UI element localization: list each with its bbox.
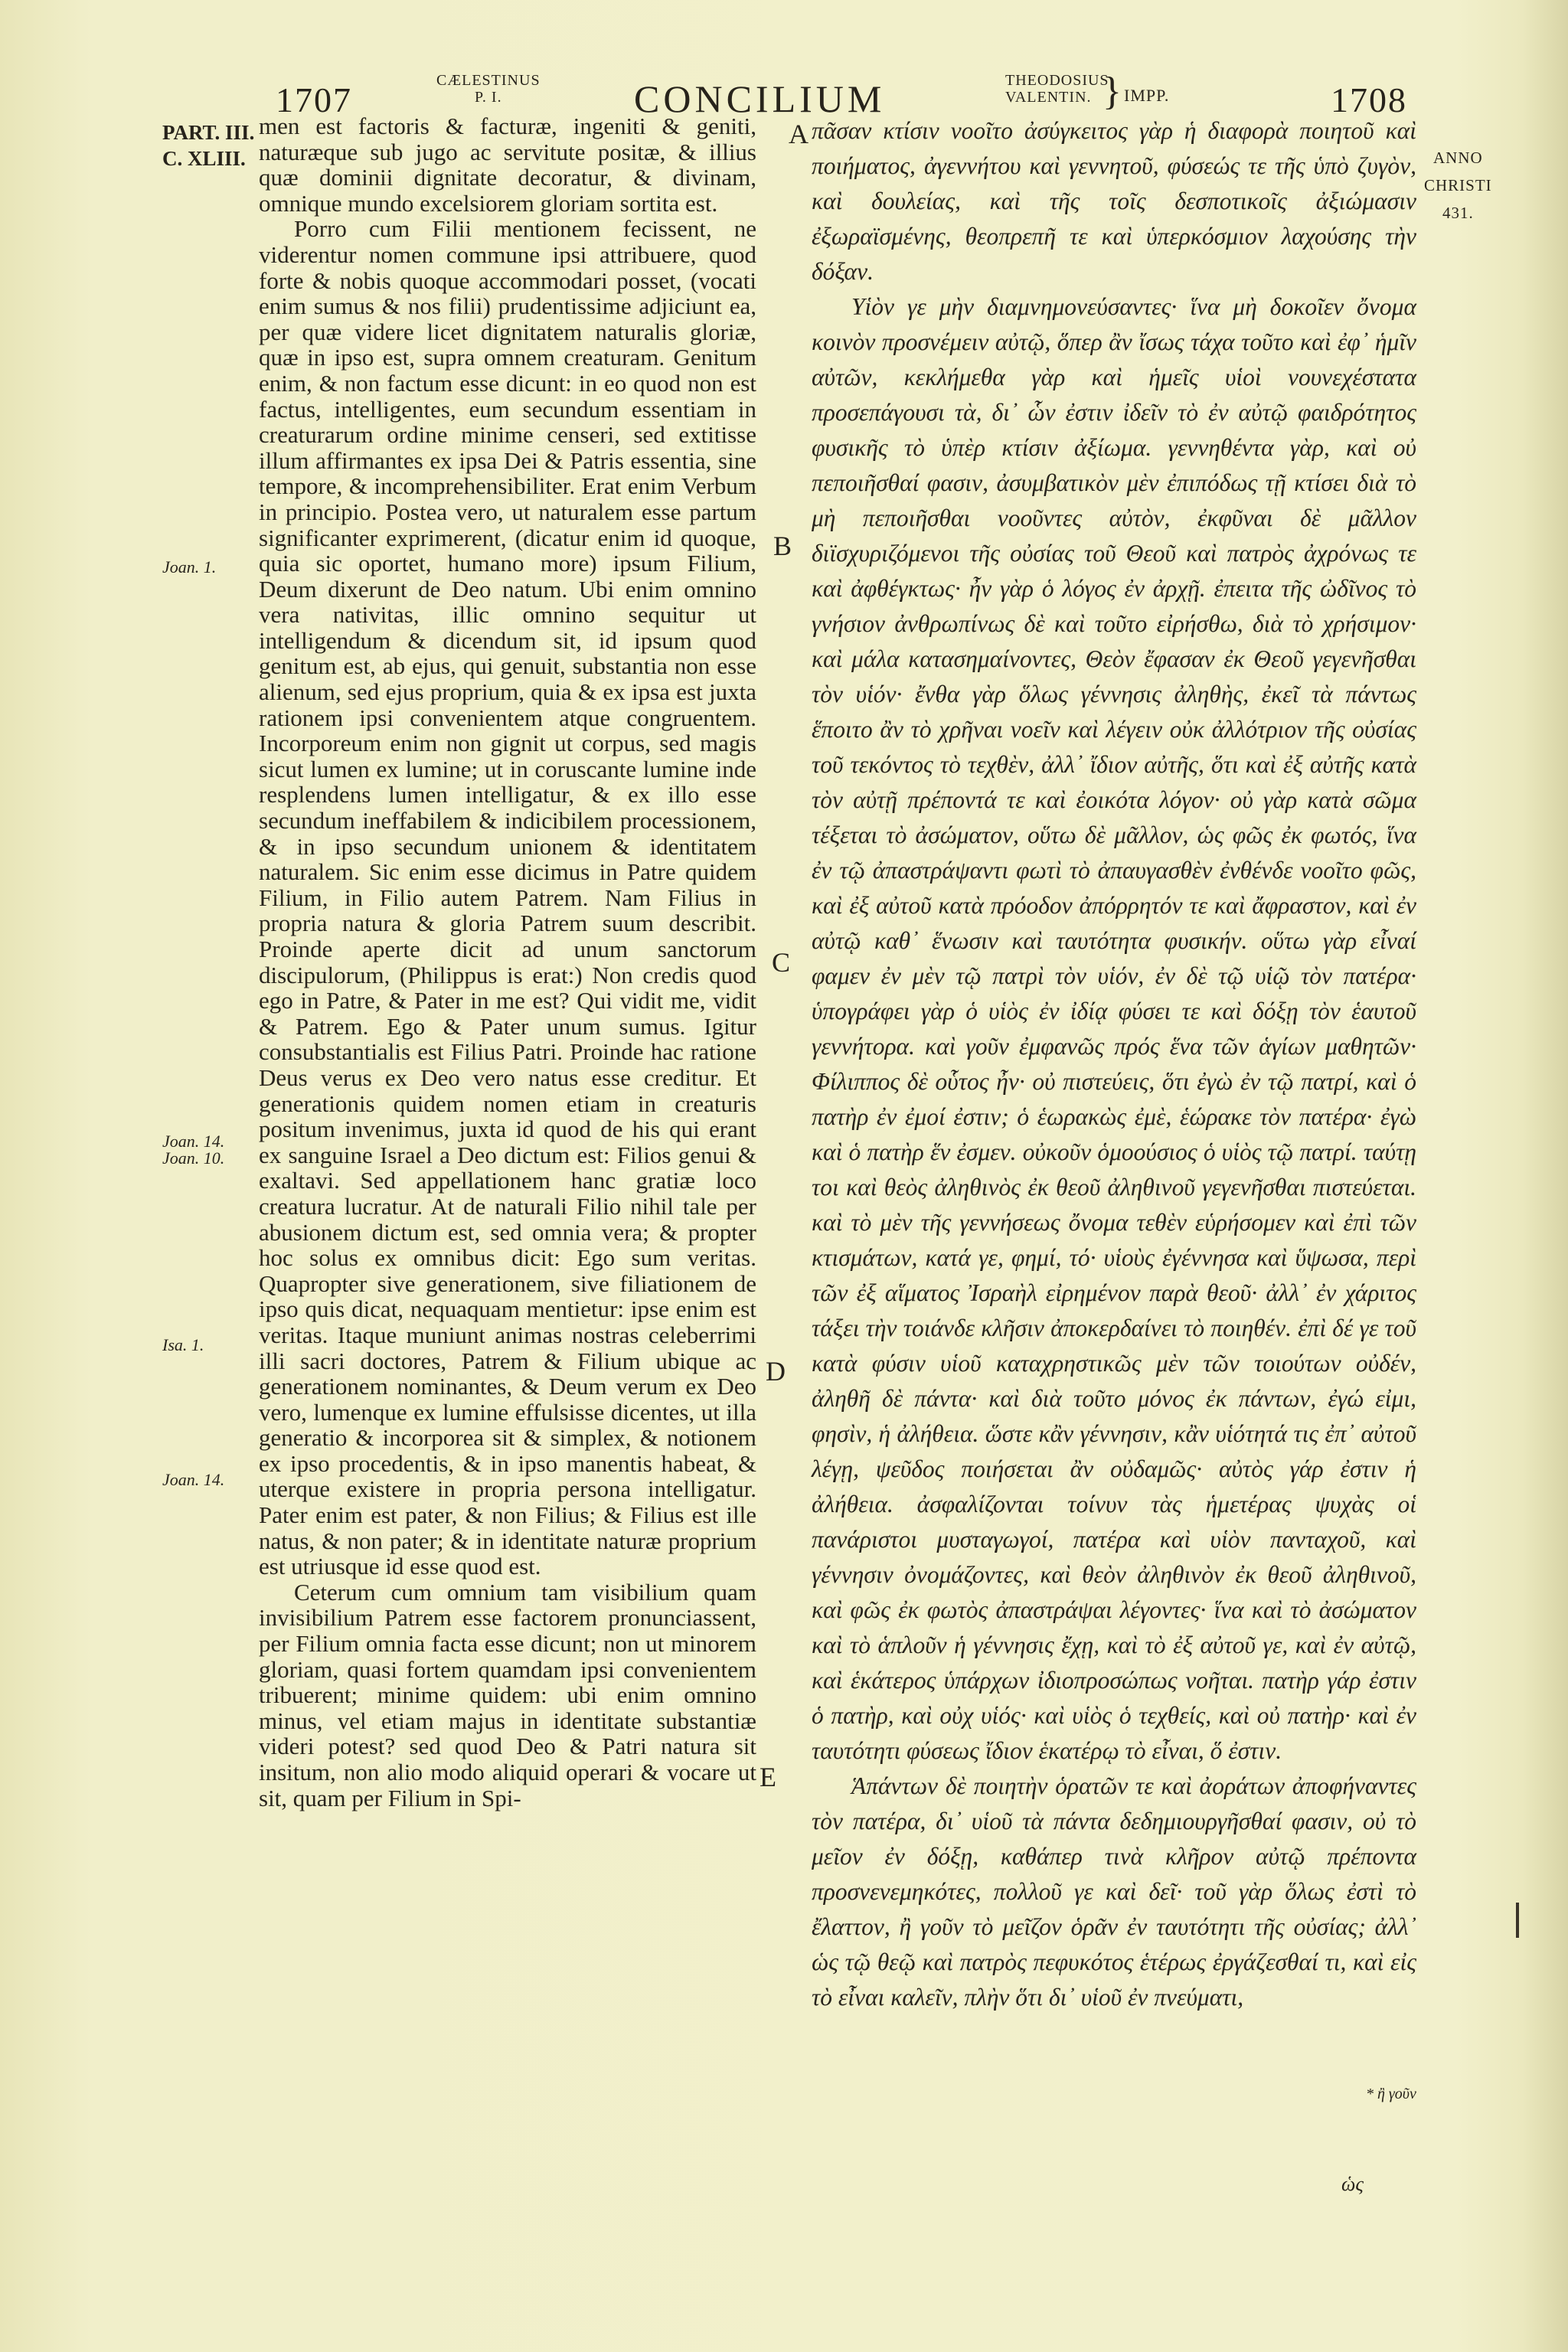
latin-paragraph: Porro cum Filii mentionem fecissent, ne viderentur nomen commune ipsi attribuere, quod forte & nobis quoque accommodari posset, (vocati enim sumus & nos filii) prudentissime adjiciunt ea, per quæ videre licet dignitatem naturalis gloriæ, quæ in ipso est, supra omnem creaturam. Genitum enim, & non factum esse dicunt: in eo quod non est factus, intelligentes, eum secundum essentiam in creaturarum ordine minime censeri, sed extitisse illum affirmantes ex ipsa Dei & Patris essentia, sine tempore, & incomprehensibiliter. Erat enim Verbum in principio. Postea vero, ut naturalem esse partum significanter exprimerent, (dicatur enim id quoque, quia sic oportet, humano more) ipsum Filium, Deum dixerunt de Deo natum. Ubi enim omnino vera nativitas, illic omnino sequitur ut intelligendum & dicendum sit, id ipsum quod genitum est, ab ejus, qui genuit, substantia non esse alienum, sed ejus proprium, quia & ex ipsa est juxta rationem ipsi convenientem atque congruentem. Incorporeum enim non gignit ut corpus, sed magis sicut lumen ex lumine; ut in coruscante lumine inde resplendens lumen intelligatur, & ex illo esse secundum ineffabilem & indicibilem processionem, & in ipso secundum unionem & identitatem naturalem. Sic enim esse dicimus in Patre quidem Filium, in Filio autem Patrem. Nam Filius in propria natura & gloria Patrem suum describit. Proinde aperte dicit ad unum sanctorum discipulorum, (Philippus is erat:) Non credis quod ego in Patre, & Pater in me est? Qui vidit me, vidit & Patrem. Ego & Pater unum sumus. Igitur consubstantialis est Filius Patri. Proinde hac ratione Deus verus ex Deo vero natus esse creditur. Et generationis quidem nomen etiam in creaturis positum invenimus, juxta id quod de his qui erant ex sanguine Israel a Deo dictum est: Filios genui & exaltavi. Sed appellationem hanc gratiæ loco creatura lucratur. At de naturali Filio nihil tale per abusionem dictum est, sed omnia vera; & propter hoc solus ex omnibus dicit: Ego sum veritas. Quapropter sive generationem, sive filiationem de ipso quis dicat, nequaquam mentietur: ipse enim est veritas. Itaque muniunt animas nostras celeberrimi illi sacri doctores, Patrem & Filium ubique ac generationem nominantes, & Deum verum ex Deo vero, lumenque ex lumine effulsisse dicentes, ut illa generatio & incorporea sit & simplex, & notionem ex ipso procedentis, & in ipso manentis habeat, & uterque existere in propria persona intelligatur. Pater enim est pater, & non Filius; & Filius est ille natus, & non pater; & in identitate naturæ proprium est utriusque id esse quod est. bbox=[259, 215, 756, 1580]
edge-mark bbox=[1516, 1903, 1519, 1938]
impp-label: IMPP. bbox=[1124, 86, 1170, 105]
center-running-title: CONCILIUM bbox=[634, 77, 886, 120]
right-running-title bbox=[1005, 72, 1109, 106]
part-label: PART. III. bbox=[162, 121, 255, 144]
greek-paragraph: Υἱὸν γε μὴν διαμνημονεύσαντες· ἵνα μὴ δοκοῖεν ὄνομα κοινὸν προσνέμειν αὐτῷ, ὅπερ ἂν ἴσως τάχα τοῦτο καὶ ἐφ᾽ ἡμῖν αὐτῶν, κεκλήμεθα γὰρ καὶ ἡμεῖς υἱοὶ νουνεχέστατα προσεπάγουσι τὰ, δι᾽ ὧν ἐστιν ἰδεῖν τὸ ἐν αὐτῷ φαιδρότητος φυσικῆς τὸ ὑπὲρ κτίσιν ἀξίωμα. γεννηθέντα γὰρ, καὶ οὐ πεποιῆσθαί φασιν, ἀσυμβατικὸν μὲν ἐπιπόδως τῇ κτίσει διὰ τὸ μὴ πεποιῆσθαι νοοῦντες αὐτὸν, ἐκφῦναι δὲ μᾶλλον διϊσχυριζόμενοι τῆς οὐσίας τοῦ Θεοῦ καὶ πατρὸς ἀχρόνως τε καὶ ἀφθέγκτως· ἦν γὰρ ὁ λόγος ἐν ἀρχῇ. ἐπειτα τῆς ὠδῖνος τὸ γνήσιον ἀνθρωπίνως δὲ καὶ τοῦτο εἰρήσθω, διὰ τὸ χρήσιμον· καὶ μάλα κατασημαίνοντες, Θεὸν ἔφασαν ἐκ Θεοῦ γεγενῆσθαι τὸν υἱόν· ἔνθα γὰρ ὅλως γέννησις ἀληθὴς, ἐκεῖ τὰ πάντως ἕποιτο ἂν τὸ χρῆναι νοεῖν καὶ λέγειν οὐκ ἀλλότριον τῆς οὐσίας τοῦ τεκόντος τὸ τεχθὲν, ἀλλ᾽ ἴδιον αὐτῆς, ὅτι καὶ ἐξ αὐτῆς κατὰ τὸν αὐτῇ πρέποντά τε καὶ ἐοικότα λόγον· οὐ γὰρ κατὰ σῶμα τέξεται τὸ ἀσώματον, οὕτω δὲ μᾶλλον, ὡς φῶς ἐκ φωτός, ἵνα ἐν τῷ ἀπαστράψαντι φωτὶ τὸ ἀπαυγασθὲν ἐνθένδε νοοῖτο φῶς, καὶ ἐξ αὐτοῦ κατὰ πρόοδον ἀπόρρητόν τε καὶ ἄφραστον, καὶ ἐν αὐτῷ καθ᾽ ἕνωσιν καὶ ταυτότητα φυσικήν. οὕτω γὰρ εἶναί φαμεν ἐν μὲν τῷ πατρὶ τὸν υἱόν, ἐν δὲ τῷ υἱῷ τὸν πατέρα· ὑπογράφει γὰρ ὁ υἱὸς ἐν ἰδίᾳ φύσει τε καὶ δόξῃ τὸν ἑαυτοῦ γεννήτορα. καὶ γοῦν ἐμφανῶς πρός ἕνα τῶν ἁγίων μαθητῶν· Φίλιππος δὲ οὗτος ἦν· οὐ πιστεύεις, ὅτι ἐγὼ ἐν τῷ πατρί, καὶ ὁ πατὴρ ἐν ἐμοί ἐστιν; ὁ ἑωρακὼς ἐμὲ, ἑώρακε τὸν πατέρα· ἐγὼ καὶ ὁ πατὴρ ἕν ἐσμεν. οὐκοῦν ὁμοούσιος ὁ υἱὸς τῷ πατρί. ταύτῃ τοι καὶ θεὸς ἀληθινὸς ἐκ θεοῦ ἀληθινοῦ γεγενῆσθαι πιστεύεται. καὶ τὸ μὲν τῆς γεννήσεως ὄνομα τεθὲν εὑρήσομεν καὶ ἐπὶ τῶν κτισμάτων, κατά γε, φημί, τό· υἱοὺς ἐγέννησα καὶ ὕψωσα, περὶ τῶν ἐξ αἵματος Ἰσραὴλ εἰρημένον παρὰ θεοῦ· ἀλλ᾽ ἐν χάριτος τάξει τὴν τοιάνδε κλῆσιν ἀποκερδαίνει τὸ ποιηθέν. ἐπὶ δέ γε τοῦ κατὰ φύσιν υἱοῦ καταχρηστικῶς μὲν τῶν τοιούτων οὐδέν, ἀληθῆ δὲ πάντα· καὶ διὰ τοῦτο μόνος ἐκ πάντων, ἐγώ εἰμι, φησὶν, ἡ ἀλήθεια. ὥστε κἂν γέννησιν, κἂν υἱότητά τις ἐπ᾽ αὐτοῦ λέγῃ, ψεῦδος ποιήσεται ἂν οὐδαμῶς· αὐτὸς γάρ ἐστιν ἡ ἀλήθεια. ἀσφαλίζονται τοίνυν τὰς ἡμετέρας ψυχὰς οἱ πανάριστοι μυσταγωγοί, πατέρα καὶ υἱὸν πανταχοῦ, καὶ γέννησιν ὀνομάζοντες, καὶ θεὸν ἀληθινὸν ἐκ θεοῦ ἀληθινοῦ, καὶ φῶς ἐκ φωτὸς ἀπαστράψαι λέγοντες· ἵνα καὶ τὸ ἀσώματον καὶ τὸ ἁπλοῦν ἡ γέννησις ἔχῃ, καὶ τὸ ἐξ αὐτοῦ γε, καὶ ἐν αὐτῷ, καὶ ἑκάτερος ὑπάρχων ἰδιοπροσώπως νοῆται. πατὴρ γάρ ἐστιν ὁ πατὴρ, καὶ οὐχ υἱός· καὶ υἱὸς ὁ τεχθείς, καὶ οὐ πατὴρ· καὶ ἐν ταυτότητι φύσεως ἴδιον ἑκατέρῳ τὸ εἶναι, ὅ ἐστιν. bbox=[812, 293, 1416, 1764]
page-number-right: 1708 bbox=[1331, 80, 1407, 119]
page-edge-shadow bbox=[1522, 0, 1568, 2352]
anno-label: ANNO bbox=[1433, 149, 1483, 167]
section-letter-b: B bbox=[773, 531, 792, 561]
greek-paragraph: πᾶσαν κτίσιν νοοῖτο ἀσύγκειτος γὰρ ἡ διαφορὰ ποιητοῦ καὶ ποιήματος, ἀγεννήτου καὶ γεννητοῦ, φύσεώς τε τῆς ὑπὸ ζυγὸν, καὶ δουλείας, καὶ τῆς τοῖς δεσποτικοῖς ἀξιώμασιν ἐξωραϊσμένης, θεοπρεπῆ τε καὶ ὑπερκόσμιον λαχούσης τὴν δόξαν. bbox=[812, 117, 1416, 285]
greek-paragraph: Ἁπάντων δὲ ποιητὴν ὁρατῶν τε καὶ ἀοράτων ἀποφήναντες τὸν πατέρα, δι᾽ υἱοῦ τὰ πάντα δεδημιουργῆσθαί φασιν, οὐ τὸ μεῖον ἐν δόξῃ, καθάπερ τινὰ κλῆρον αὐτῷ πρέποντα προσνενεμηκότες, πολλοῦ γε καὶ δεῖ· τοῦ γὰρ ὅλως ἐστὶ τὸ ἔλαττον, ἢ γοῦν τὸ μεῖζον ὁρᾶν ἐν ταυτότητι τῆς οὐσίας; ἀλλ᾽ ὡς τῷ θεῷ καὶ πατρὸς πεφυκότος ἑτέρως ἐργάζεσθαί τι, καὶ εἰς τὸ εἶναι καλεῖν, πλὴν ὅτι δι᾽ υἱοῦ ἐν πνεύματι, bbox=[812, 1772, 1416, 2011]
variant-note: * ἢ γοῦν bbox=[1366, 2086, 1416, 2102]
latin-column bbox=[259, 113, 756, 1811]
chapter-label: C. XLIII. bbox=[162, 147, 246, 170]
left-running-title-line2: P. I. bbox=[475, 89, 502, 106]
section-letter-d: D bbox=[766, 1356, 786, 1387]
section-letter-e: E bbox=[760, 1762, 776, 1792]
year-label: 431. bbox=[1442, 204, 1474, 222]
latin-paragraph: men est factoris & facturæ, ingeniti & geniti, naturæque sub jugo ac servitute positæ, & illius quæ dominii dignitate decoratur, & divinam, omnique mundo excelsiorem gloriam sortita est. bbox=[259, 113, 756, 217]
section-letter-a: A bbox=[789, 119, 808, 149]
right-running-title-line1: THEODOSIUS bbox=[1005, 72, 1109, 89]
margin-note-scripture: Joan. 14. bbox=[162, 1132, 225, 1151]
anno-christi-marker bbox=[1424, 144, 1492, 227]
greek-column bbox=[812, 113, 1416, 2015]
catchword: ὡς bbox=[1341, 2173, 1364, 2195]
margin-note-scripture: Isa. 1. bbox=[162, 1335, 204, 1354]
page-number-left: 1707 bbox=[276, 80, 352, 119]
margin-note-scripture: Joan. 14. bbox=[162, 1470, 225, 1489]
section-letter-c: C bbox=[772, 947, 791, 978]
christi-label: CHRISTI bbox=[1424, 176, 1492, 194]
margin-note-scripture: Joan. 10. bbox=[162, 1148, 225, 1168]
left-running-title bbox=[436, 72, 541, 106]
latin-paragraph: Ceterum cum omnium tam visibilium quam invisibilium Patrem esse factorem pronunciassent, per Filium omnia facta esse dicunt; non ut minorem gloriam, quasi fortem quamdam ipsi convenientem tribuerent; minime quidem: ubi enim omnino minus, vel etiam majus in identitate substantiæ videri potest? sed quod Deo & Patri natura sit insitum, non alio modo aliquid operari & vocare ut sit, quam per Filium in Spi- bbox=[259, 1578, 756, 1811]
part-chapter-marker bbox=[162, 119, 254, 172]
left-running-title-line1: CÆLESTINUS bbox=[436, 72, 541, 89]
margin-note-scripture: Joan. 1. bbox=[162, 557, 217, 577]
brace-mark: } bbox=[1102, 70, 1122, 113]
right-running-title-line2: VALENTIN. bbox=[1005, 89, 1092, 106]
